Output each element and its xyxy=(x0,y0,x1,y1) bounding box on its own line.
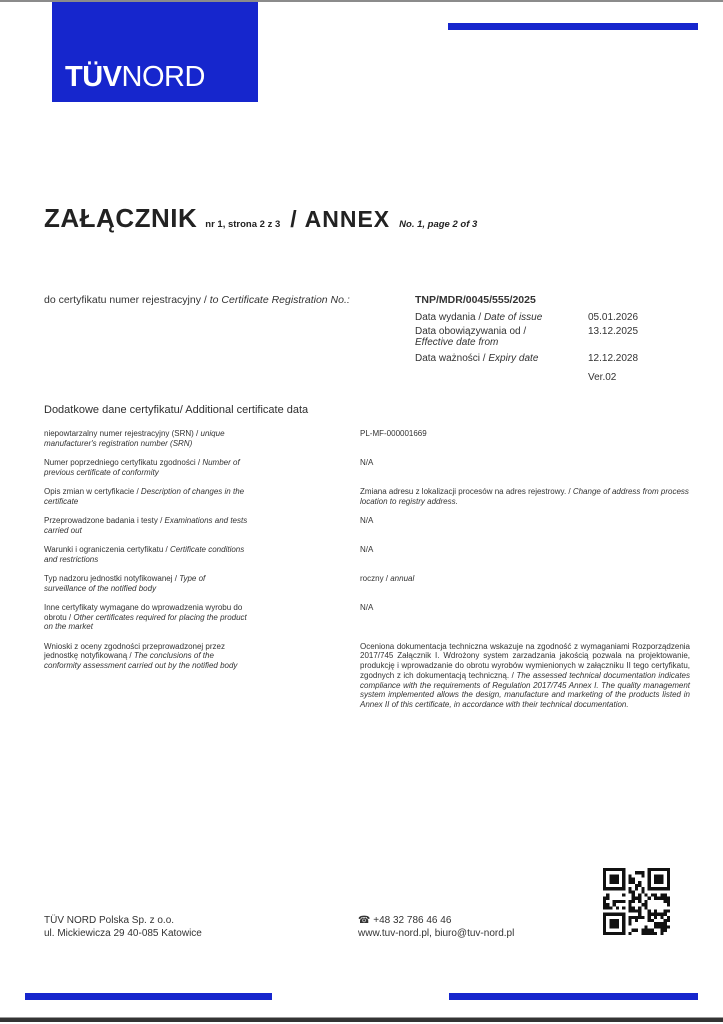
date-effective-label-pl: Data obowiązywania od / xyxy=(415,326,527,337)
cert-dates-block xyxy=(415,312,695,367)
date-effective-label xyxy=(415,326,567,348)
row-label xyxy=(44,487,249,506)
date-effective-value: 13.12.2025 xyxy=(588,326,639,337)
row-label xyxy=(44,642,249,711)
row-label-en: Type of surveillance of the notified body xyxy=(44,574,206,593)
row-label xyxy=(44,429,249,448)
row-label-pl: Warunki i ograniczenia certyfikatu / xyxy=(44,545,170,554)
footer-company-name: TÜV NORD Polska Sp. z o.o. xyxy=(44,915,175,926)
additional-data-table xyxy=(44,429,692,720)
phone-icon: ☎ xyxy=(358,915,371,926)
cert-ref-label-en: to Certificate Registration No.: xyxy=(209,294,350,306)
footer-contact-block xyxy=(358,914,514,940)
annex-subtitle-pl: nr 1, strona 2 z 3 xyxy=(205,219,281,230)
date-row-expiry xyxy=(415,353,695,364)
row-label xyxy=(44,516,249,535)
row-label-pl: niepowtarzalny numer rejestracyjny (SRN) / xyxy=(44,429,201,438)
version-label: Ver.02 xyxy=(588,372,617,383)
row-value xyxy=(360,603,690,632)
row-label xyxy=(44,603,249,632)
date-issue-value: 05.01.2026 xyxy=(588,312,639,323)
additional-data-section-title: Dodatkowe dane certyfikatu/ Additional certificate data xyxy=(44,404,309,416)
footer-company-block xyxy=(44,914,202,940)
row-label-en: unique manufacturer's registration number (SRN) xyxy=(44,429,225,448)
row-value xyxy=(360,574,690,593)
row-label-en: Examinations and tests carried out xyxy=(44,516,248,535)
page-bottom-edge xyxy=(0,1018,723,1022)
row-value xyxy=(360,458,690,477)
table-row-description-of-changes xyxy=(44,487,692,506)
annex-slash: / xyxy=(290,206,297,232)
row-value xyxy=(360,429,690,448)
row-label-en: Certificate conditions and restrictions xyxy=(44,545,245,564)
date-issue-label xyxy=(415,312,567,323)
cert-registration-number: TNP/MDR/0045/555/2025 xyxy=(415,294,536,306)
footer-phone-number: +48 32 786 46 46 xyxy=(370,915,452,926)
row-label-pl: Typ nadzoru jednostki notyfikowanej / xyxy=(44,574,180,583)
row-value-pl: N/A xyxy=(360,458,374,467)
footer-company-address: ul. Mickiewicza 29 40-085 Katowice xyxy=(44,928,202,939)
logo-nord-text: NORD xyxy=(121,61,205,93)
row-label-pl: Wnioski z oceny zgodności przeprowadzonej przez jednostkę notyfikowaną / xyxy=(44,641,225,660)
annex-title-en: ANNEX xyxy=(304,206,391,232)
row-value-pl: N/A xyxy=(360,545,374,554)
table-row-surveillance-type xyxy=(44,574,692,593)
row-value xyxy=(360,516,690,535)
date-expiry-label-pl: Data ważności / xyxy=(415,353,489,364)
annex-subtitle-en: No. 1, page 2 of 3 xyxy=(399,219,478,230)
top-right-blue-bar xyxy=(448,23,698,30)
bottom-right-blue-bar xyxy=(449,993,698,1000)
row-value-en: Change of address from process location to registry address. xyxy=(360,487,689,506)
row-label-en: The conclusions of the conformity assessment carried out by the notified body xyxy=(44,651,238,670)
row-value-en: annual xyxy=(390,574,415,583)
date-issue-label-en: Date of issue xyxy=(483,312,543,323)
logo-tuv-text: TÜV xyxy=(65,61,122,93)
date-issue-label-pl: Data wydania / xyxy=(415,312,484,323)
row-value-pl: N/A xyxy=(360,516,374,525)
date-expiry-label-en: Expiry date xyxy=(488,353,539,364)
row-label xyxy=(44,574,249,593)
row-label xyxy=(44,545,249,564)
row-label-en: Number of previous certificate of conformity xyxy=(44,458,240,477)
table-row-srn xyxy=(44,429,692,448)
tuv-nord-logo xyxy=(52,2,258,102)
date-row-issue xyxy=(415,312,695,323)
footer-phone-line xyxy=(358,914,514,927)
qr-code-svg xyxy=(603,868,670,935)
qr-code xyxy=(603,868,670,935)
row-label xyxy=(44,458,249,477)
footer-web-email: www.tuv-nord.pl, biuro@tuv-nord.pl xyxy=(358,928,515,939)
date-expiry-label xyxy=(415,353,567,364)
date-expiry-value: 12.12.2028 xyxy=(588,353,639,364)
row-value xyxy=(360,642,690,711)
row-label-pl: Opis zmian w certyfikacie / xyxy=(44,487,141,496)
table-row-previous-certificate xyxy=(44,458,692,477)
date-row-effective xyxy=(415,326,695,348)
row-label-pl: Numer poprzedniego certyfikatu zgodności / xyxy=(44,458,203,467)
row-label-en: Other certificates required for placing the product on the market xyxy=(44,612,247,631)
table-row-examinations xyxy=(44,516,692,535)
row-label-pl: Przeprowadzone badania i testy / xyxy=(44,516,165,525)
row-label-en: Description of changes in the certificate xyxy=(44,487,245,506)
table-row-conditions xyxy=(44,545,692,564)
annex-heading xyxy=(44,203,477,234)
bottom-left-blue-bar xyxy=(25,993,272,1000)
row-value xyxy=(360,487,690,506)
row-value-en: The assessed technical documentation indicates compliance with the requirements of Regulation 2017/745 Annex I. The quality management system implemented allows the design, manufacture and marketing of the products listed in Annex II of this certificate, in accordance with their technical documentation. xyxy=(360,670,691,710)
cert-ref-label xyxy=(44,294,350,306)
cert-ref-label-pl: do certyfikatu numer rejestracyjny / xyxy=(44,294,210,306)
table-row-conclusions xyxy=(44,642,692,711)
row-value-pl: N/A xyxy=(360,603,374,612)
row-value xyxy=(360,545,690,564)
annex-title-pl: ZAŁĄCZNIK xyxy=(44,203,198,233)
date-effective-label-en: Effective date from xyxy=(415,337,499,348)
row-value-pl: PL-MF-000001669 xyxy=(360,429,427,438)
row-value-pl: Oceniona dokumentacja techniczna wskazuje na zgodność z wymaganiami Rozporządzenia 2017/745 Załącznik I. Wdrożony system zarzadzania jakością pozwala na projektowanie, produkcję i wprowadzanie do obrotu wyrobów wymienionych w załączniku II tego certyfikatu, zgodnych z ich dokumentacją techniczną. / xyxy=(360,641,690,680)
tuv-nord-logo-text xyxy=(52,61,205,102)
row-value-pl: roczny / xyxy=(360,574,391,583)
table-row-other-certificates xyxy=(44,603,692,632)
row-label-pl: Inne certyfikaty wymagane do wprowadzenia wyrobu do obrotu / xyxy=(44,603,243,622)
row-value-pl: Zmiana adresu z lokalizacji procesów na adres rejestrowy. / xyxy=(360,487,573,496)
